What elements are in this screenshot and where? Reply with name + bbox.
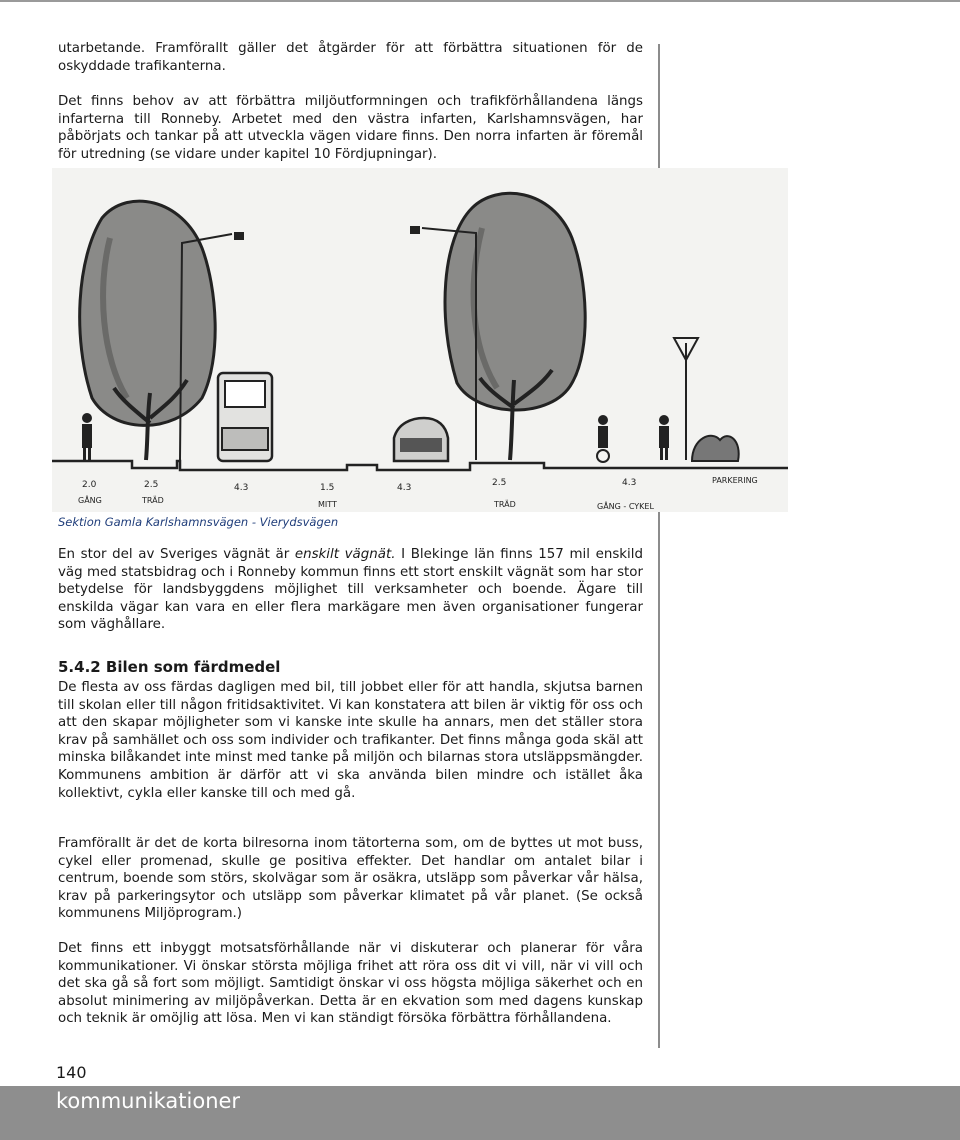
- paragraph-enskilt-vagnat: [58, 546, 643, 634]
- emphasis-enskilt-vagnat: enskilt vägnät.: [294, 547, 396, 562]
- paragraph-motsatsforhallande: Det finns ett inbyggt motsatsförhållande när vi diskuterar och planerar för våra kommunikationer. Vi önskar största möjliga frihet att röra oss dit vi vill, när vi vill och det ska gå så fort som möjligt. Samtidigt önskar vi oss högsta möjliga säkerhet och en absolut minimering av miljöpåverkan. Detta är en ekvation som med dagens kunskap och teknik är omöjlig att lösa. Men vi kan ständigt försöka förbättra förhållandena.: [58, 941, 643, 1027]
- figure-caption: Sektion Gamla Karlshamnsvägen - Vierydsvägen: [58, 515, 339, 529]
- paragraph-enskilt-rest: I Blekinge län finns 157 mil enskild väg med statsbidrag och i Ronneby kommun finns ett stort enskilt vägnät som har stor betydelse för landsbyggdens möjlighet till verksamheter och boende. Ägare till enskilda vägar kan vara en eller flera markägare men även organisationer fungerar som väghållare.: [58, 547, 643, 633]
- street-section-sketch: [52, 168, 788, 512]
- paragraph-enskilt-start: En stor del av Sveriges vägnät är: [58, 547, 295, 562]
- bus-icon: [218, 373, 272, 461]
- paragraph-infarter: Det finns behov av att förbättra miljöutformningen och trafikförhållandena längs infarterna till Ronneby. Arbetet med den västra infarten, Karlshamnsvägen, har påbörjats och tankar på att utveckla vägen vidare finns. Den norra infarten är föremål för utredning (se vidare under kapitel 10 Fördjupningar).: [58, 94, 643, 162]
- label-m3: 4.3: [234, 483, 249, 493]
- label-gang-cykel: GÅNG - CYKEL: [597, 502, 654, 511]
- label-mitt: MITT: [318, 500, 337, 509]
- label-gang: GÅNG: [78, 496, 102, 505]
- label-trad-1: TRÄD: [142, 496, 164, 505]
- label-m2: 2.5: [144, 480, 159, 490]
- label-m7: 4.3: [622, 478, 637, 488]
- label-m6: 2.5: [492, 478, 507, 488]
- paragraph-intro: utarbetande. Framförallt gäller det åtgärder för att förbättra situationen för de oskyddade trafikanterna.: [58, 41, 643, 74]
- label-m5: 4.3: [397, 483, 412, 493]
- paragraph-bilen: De flesta av oss färdas dagligen med bil, till jobbet eller för att handla, skjutsa barnen till skolan eller till någon fritidsaktivitet. Vi kan konstatera att bilen är viktig för oss och att den skapar möjligheter som vi kanske inte skulle ha annars, men det ställer stora krav på samhället och oss som individer och trafikanter. Det finns många goda skäl att minska bilåkandet inte minst med tanke på miljön och bilarnas stora utsläppsmängder. Kommunens ambition är därför att vi ska använda bilen mindre och istället åka kollektivt, cykla eller kanske till och med gå.: [58, 680, 643, 801]
- page-number: 140: [56, 1063, 87, 1082]
- footer-section-title: kommunikationer: [56, 1089, 241, 1113]
- label-m1: 2.0: [82, 480, 97, 490]
- top-border-line: [0, 0, 960, 2]
- label-trad-2: TRÄD: [494, 500, 516, 509]
- paragraph-korta-bilresor: Framförallt är det de korta bilresorna inom tätorterna som, om de byttes ut mot buss, cykel eller promenad, skulle ge positiva effekter. Det handlar om antalet bilar i centrum, boende som störs, skolvägar som är osäkra, utsläpp som påverkar vår hälsa, krav på parkeringsytor och utsläpp som påverkar klimatet på vår planet. (Se också kommunens Miljöprogram.): [58, 836, 643, 922]
- section-heading: 5.4.2 Bilen som färdmedel: [58, 658, 281, 676]
- label-m4: 1.5: [320, 483, 335, 493]
- car-icon: [394, 418, 448, 461]
- label-parkering: PARKERING: [712, 476, 758, 485]
